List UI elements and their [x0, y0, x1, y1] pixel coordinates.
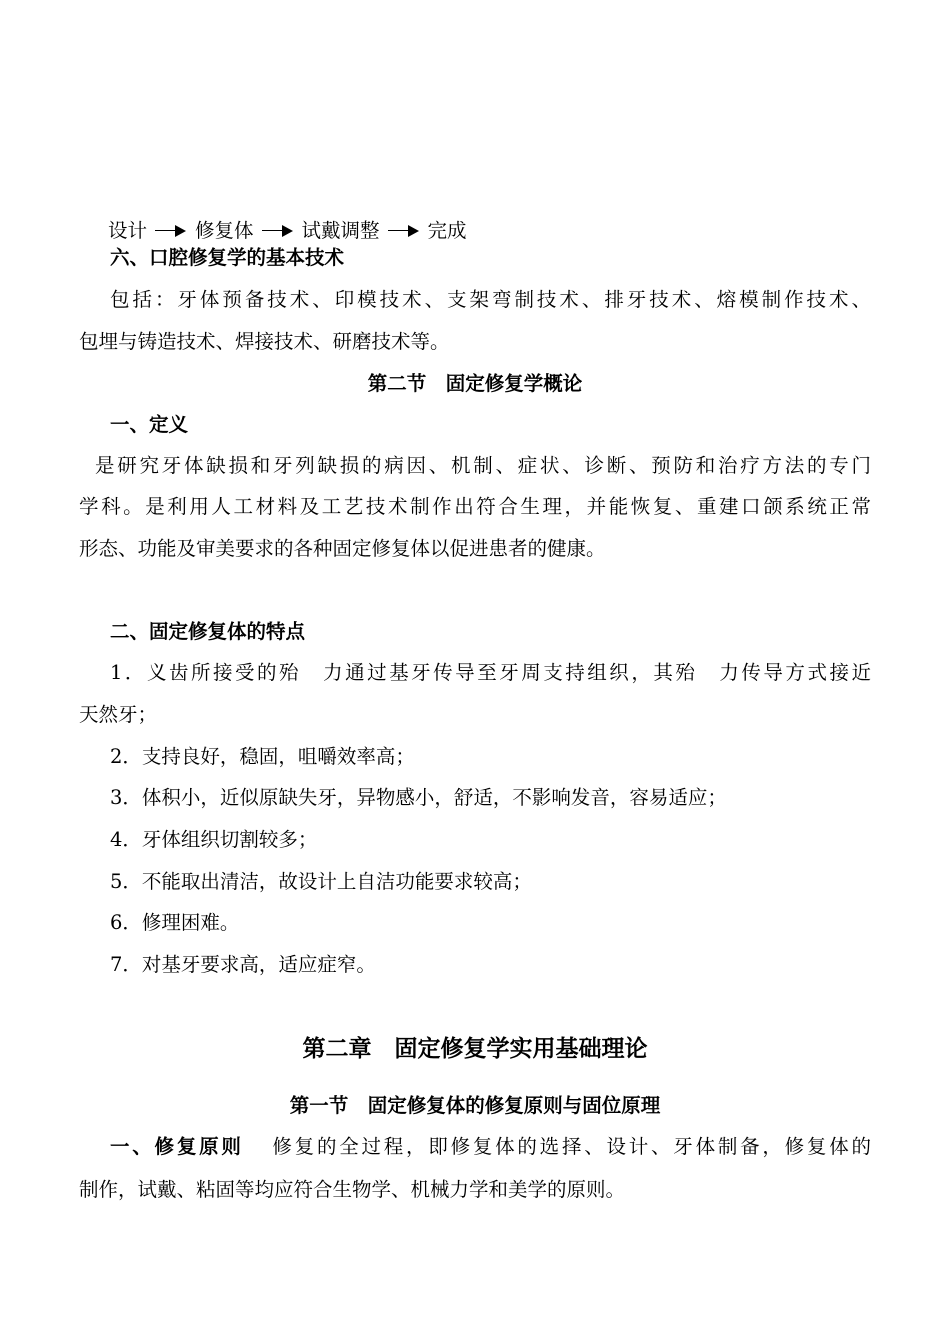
- heading-basic-techniques: 六、口腔修复学的基本技术: [110, 246, 345, 269]
- list-item: 3．体积小，近似原缺失牙，异物感小，舒适，不影响发音，容易适应；: [110, 786, 727, 809]
- paragraph-line: 制作，试戴、粘固等均应符合生物学、机械力学和美学的原则。: [79, 1178, 626, 1201]
- process-flow: [108, 216, 467, 244]
- list-item: 4．牙体组织切割较多；: [110, 828, 318, 851]
- paragraph-line: 包括：牙体预备技术、印模技术、支架弯制技术、排牙技术、熔模制作技术、: [110, 288, 871, 311]
- paragraph-line: 是研究牙体缺损和牙列缺损的病因、机制、症状、诊断、预防和治疗方法的专门: [95, 454, 871, 477]
- flow-step-restoration: 修复体: [195, 218, 254, 242]
- list-item: 1．义齿所接受的殆 力通过基牙传导至牙周支持组织，其殆 力传导方式接近: [110, 661, 871, 684]
- section-title: 第一节 固定修复体的修复原则与固位原理: [289, 1094, 661, 1117]
- list-item: 2．支持良好，稳固，咀嚼效率高；: [110, 745, 415, 768]
- paragraph-principles: [110, 1133, 871, 1161]
- paragraph-line: 学科。是利用人工材料及工艺技术制作出符合生理，并能恢复、重建口颌系统正常: [79, 495, 871, 518]
- chapter-title: 第二章 固定修复学实用基础理论: [302, 1036, 648, 1062]
- list-item: 5．不能取出清洁，故设计上自洁功能要求较高；: [110, 870, 532, 893]
- paragraph-line: 包埋与铸造技术、焊接技术、研磨技术等。: [79, 330, 450, 353]
- right-arrow-icon: [386, 217, 422, 245]
- heading-definition: 一、定义: [110, 413, 189, 436]
- list-item: 7．对基牙要求高，适应症窄。: [110, 953, 376, 976]
- flow-step-complete: 完成: [427, 218, 467, 242]
- paragraph-line: 形态、功能及审美要求的各种固定修复体以促进患者的健康。: [79, 537, 606, 560]
- paragraph-text: 修复的全过程，即修复体的选择、设计、牙体制备，修复体的: [269, 1135, 871, 1158]
- heading-features: 二、固定修复体的特点: [110, 620, 306, 643]
- right-arrow-icon: [153, 217, 189, 245]
- flow-step-try-in: 试戴调整: [301, 218, 380, 242]
- section-title: 第二节 固定修复学概论: [367, 372, 583, 395]
- flow-step-design: 设计: [108, 218, 148, 242]
- heading-principles: 一、修复原则: [110, 1135, 244, 1158]
- list-item-continuation: 天然牙；: [79, 703, 158, 726]
- list-item: 6．修理困难。: [110, 911, 240, 934]
- right-arrow-icon: [260, 217, 296, 245]
